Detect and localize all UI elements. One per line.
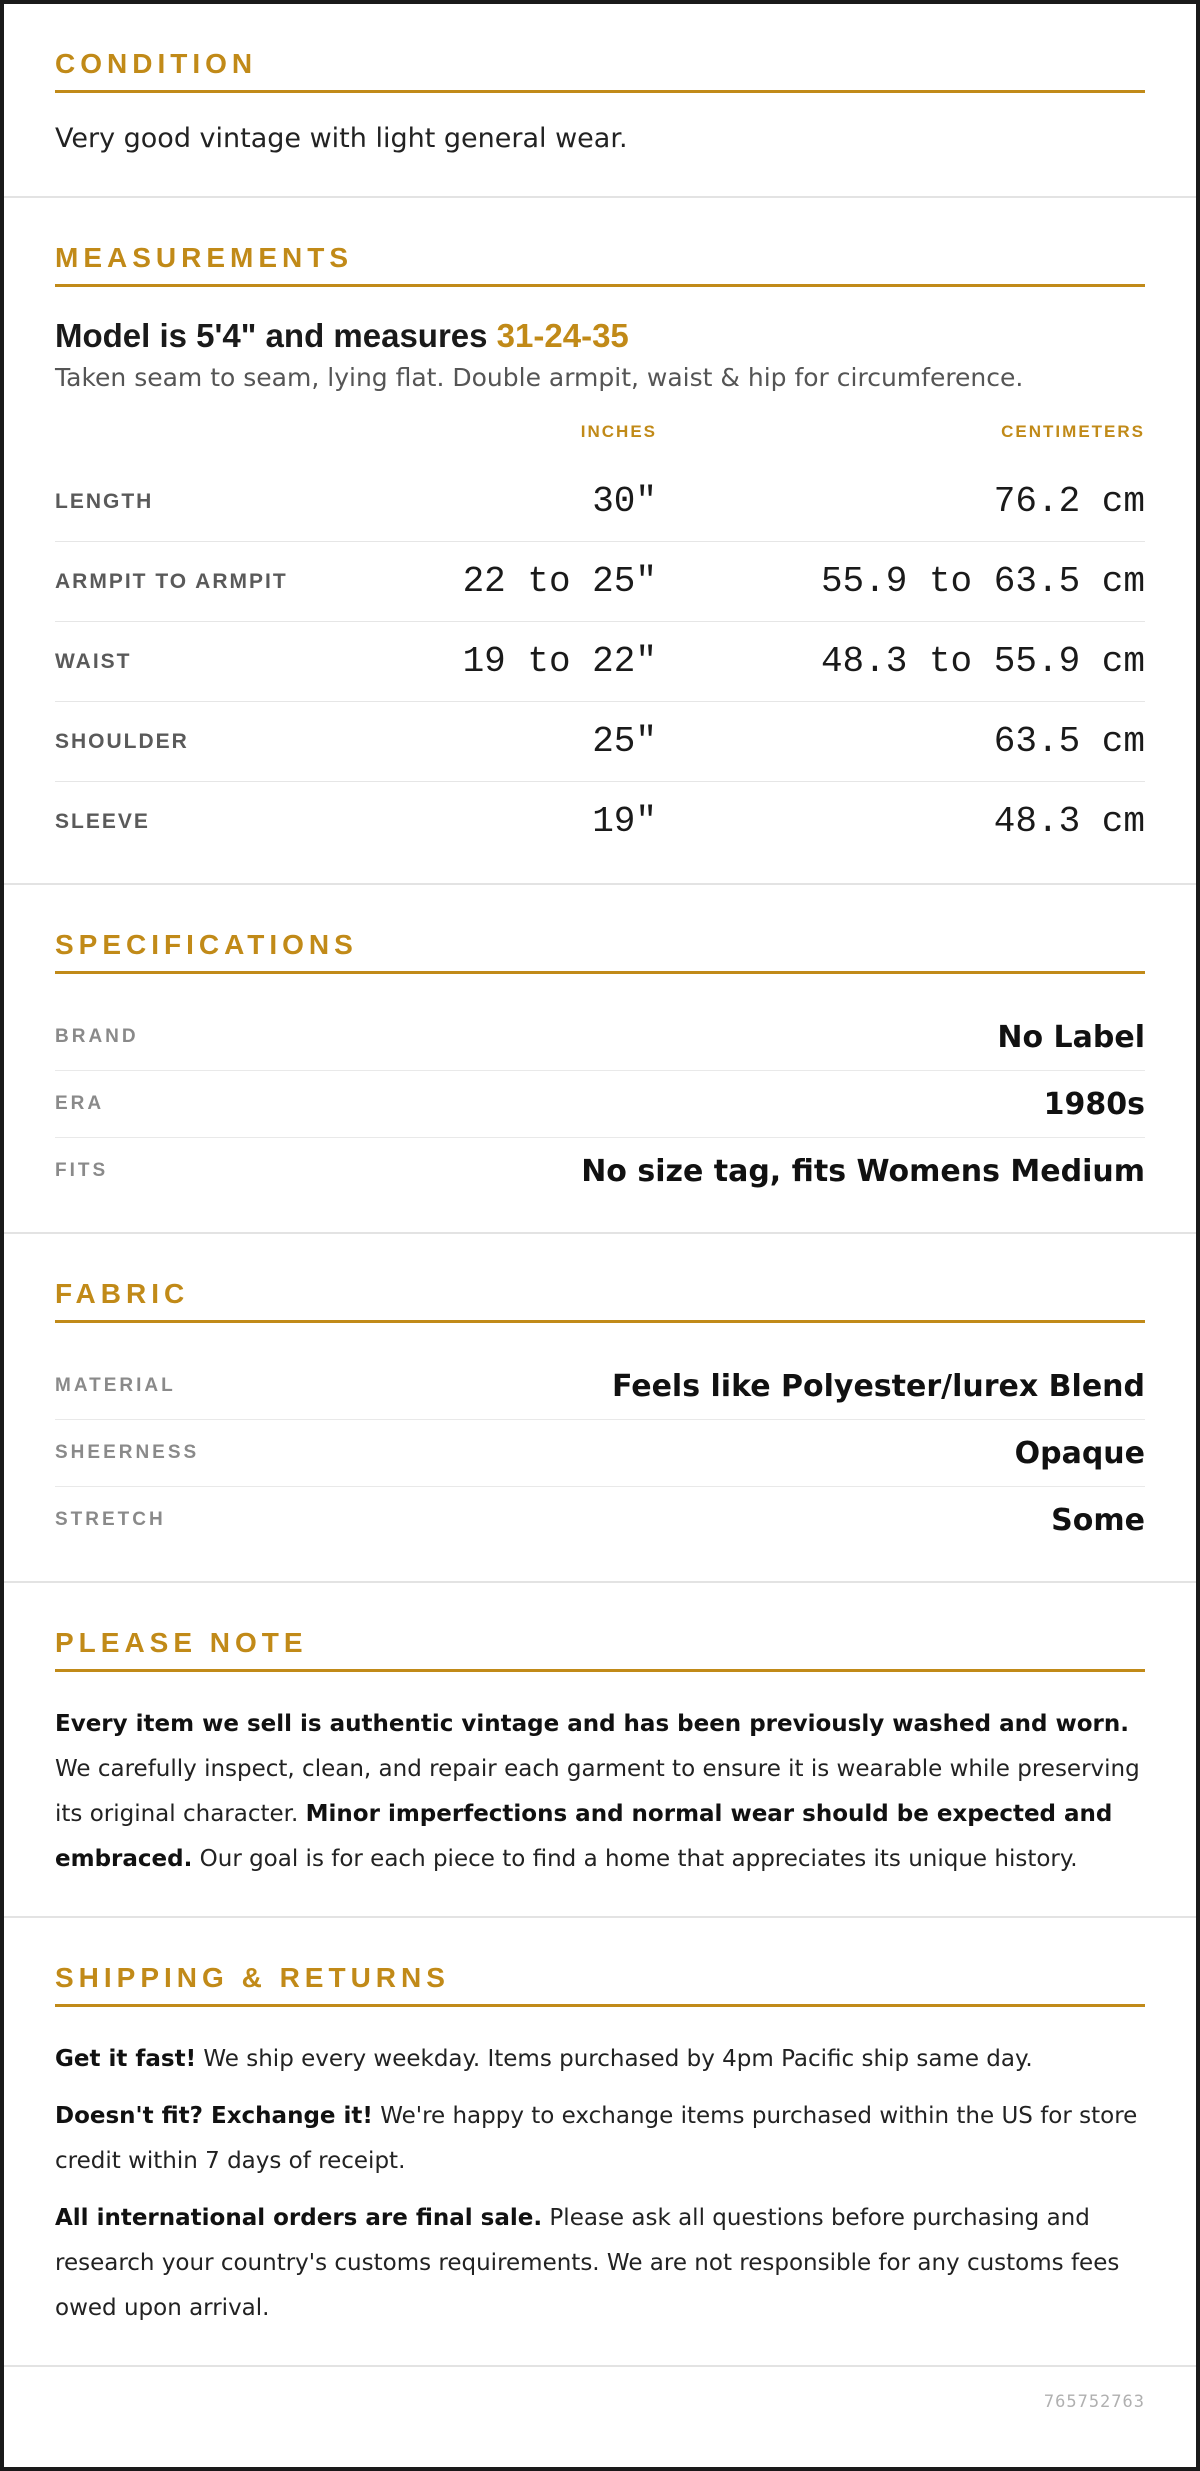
fabric-row-material (55, 1353, 1145, 1420)
condition-heading: CONDITION (55, 48, 1145, 93)
please-note-text (55, 1702, 1145, 1882)
measurements-heading: MEASUREMENTS (55, 242, 1145, 287)
shipping-bold-2: Doesn't fit? Exchange it! (55, 2103, 373, 2129)
specifications-section (4, 885, 1196, 1234)
fabric-label: MATERIAL (55, 1375, 176, 1396)
model-measures-value: 31-24-35 (496, 317, 629, 354)
table-row (55, 462, 1145, 542)
specifications-heading: SPECIFICATIONS (55, 929, 1145, 974)
measurement-cm: 48.3 cm (993, 801, 1145, 842)
measurement-cm: 55.9 to 63.5 cm (820, 561, 1145, 602)
fabric-label: SHEERNESS (55, 1442, 200, 1463)
shipping-returns-heading: SHIPPING & RETURNS (55, 1962, 1145, 2007)
please-note-section (4, 1583, 1196, 1918)
measurements-table (55, 422, 1145, 861)
table-row (55, 542, 1145, 622)
note-bold-1: Every item we sell is authentic vintage and has been previously washed and worn. (55, 1711, 1129, 1737)
spec-label: FITS (55, 1160, 109, 1181)
model-measurements (55, 317, 1145, 355)
shipping-text-1: We ship every weekday. Items purchased by 4pm Pacific ship same day. (196, 2046, 1033, 2072)
spec-row-era (55, 1071, 1145, 1138)
measurement-label: SLEEVE (55, 809, 150, 833)
fabric-value: Some (1051, 1502, 1145, 1538)
shipping-text-2: We're happy to exchange items purchased within the US for store credit within 7 days of receipt. (55, 2103, 1138, 2174)
fabric-value: Feels like Polyester/lurex Blend (611, 1368, 1145, 1404)
condition-section (4, 4, 1196, 198)
measurement-inches: 25" (592, 721, 657, 762)
shipping-paragraph-3 (55, 2196, 1145, 2331)
shipping-paragraph-1 (55, 2037, 1145, 2082)
spec-row-fits (55, 1138, 1145, 1204)
model-prefix: Model is 5'4" and measures (55, 317, 488, 354)
fabric-section (4, 1234, 1196, 1583)
shipping-paragraph-2 (55, 2094, 1145, 2184)
spec-label: ERA (55, 1093, 105, 1114)
fabric-value: Opaque (1014, 1435, 1145, 1471)
note-bold-2: Minor imperfections and normal wear should be expected and embraced. (55, 1801, 1113, 1872)
measurements-section (4, 198, 1196, 885)
measurement-label: SHOULDER (55, 729, 189, 753)
table-row (55, 782, 1145, 861)
please-note-heading: PLEASE NOTE (55, 1627, 1145, 1672)
footer (4, 2367, 1196, 2437)
measurement-inches: 19 to 22" (462, 641, 657, 682)
measurement-cm: 76.2 cm (993, 481, 1145, 522)
product-details-panel (4, 4, 1196, 2437)
spec-label: BRAND (55, 1026, 139, 1047)
fabric-row-stretch (55, 1487, 1145, 1553)
spec-value: No Label (997, 1019, 1145, 1055)
table-row (55, 622, 1145, 702)
measurements-subtitle: Taken seam to seam, lying flat. Double armpit, waist & hip for circumference. (55, 363, 1024, 392)
shipping-returns-section (4, 1918, 1196, 2367)
shipping-text-3: Please ask all questions before purchasing and research your country's customs requirements. We are not responsible for any customs fees owed upon arrival. (55, 2205, 1120, 2321)
measurement-label: ARMPIT TO ARMPIT (55, 569, 288, 593)
shipping-bold-1: Get it fast! (55, 2046, 197, 2072)
spec-value: 1980s (1043, 1086, 1145, 1122)
measurement-label: LENGTH (55, 489, 154, 513)
shipping-bold-3: All international orders are final sale. (55, 2205, 543, 2231)
measurements-table-header (55, 422, 1145, 448)
note-text-2: Our goal is for each piece to find a home that appreciates its unique history. (192, 1846, 1078, 1872)
measurement-label: WAIST (55, 649, 132, 673)
condition-text: Very good vintage with light general wear. (55, 123, 628, 154)
measurement-cm: 63.5 cm (993, 721, 1145, 762)
spec-value: No size tag, fits Womens Medium (581, 1153, 1145, 1189)
measurement-inches: 22 to 25" (462, 561, 657, 602)
centimeters-column-header: CENTIMETERS (1001, 422, 1145, 441)
measurement-cm: 48.3 to 55.9 cm (820, 641, 1145, 682)
table-row (55, 702, 1145, 782)
note-text-1: We carefully inspect, clean, and repair each garment to ensure it is wearable while preserving its original character. (55, 1756, 1140, 1827)
fabric-row-sheerness (55, 1420, 1145, 1487)
measurement-inches: 30" (592, 481, 657, 522)
fabric-heading: FABRIC (55, 1278, 1145, 1323)
measurement-inches: 19" (592, 801, 657, 842)
product-id: 765752763 (1043, 2392, 1145, 2412)
spec-row-brand (55, 1004, 1145, 1071)
fabric-label: STRETCH (55, 1509, 166, 1530)
label-column-header (55, 422, 355, 448)
inches-column-header: INCHES (580, 422, 657, 441)
